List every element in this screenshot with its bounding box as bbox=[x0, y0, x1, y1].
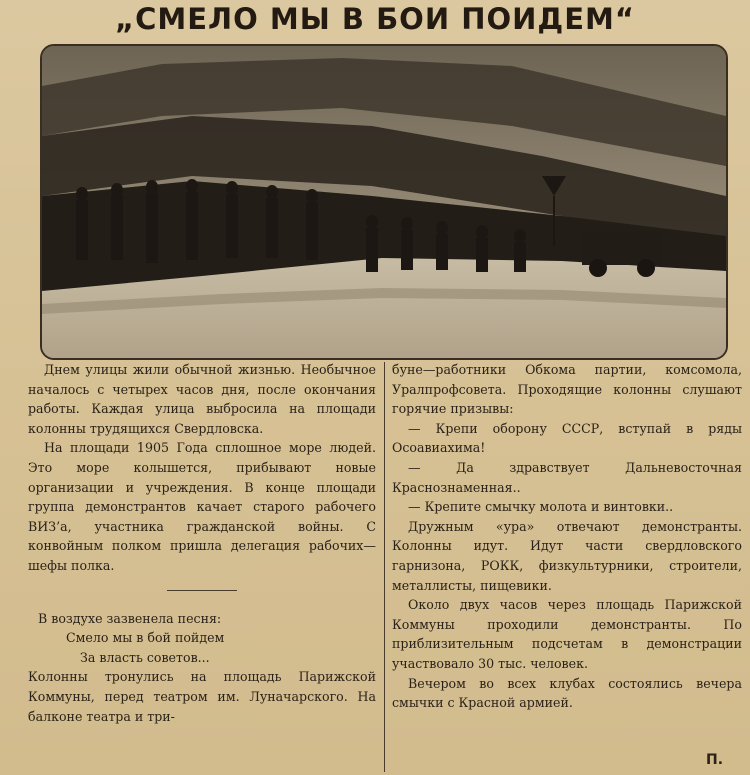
right-paragraph: Около двух часов через площадь Парижской Коммуны проходили демонстранты. По приблизительным подсчетам в демонстрации участвовало 30 тыс. человек. bbox=[392, 597, 742, 671]
right-paragraph: — Да здравствует Дальневосточная Краснознаменная.. bbox=[392, 459, 742, 495]
column-rule bbox=[384, 362, 385, 772]
section-divider bbox=[167, 590, 237, 591]
right-paragraph: — Крепите смычку молота и винтовки.. bbox=[408, 499, 674, 515]
left-paragraph: На площади 1905 Года сплошное море людей. Это море колышется, прибывают новые организации и учреждения. В конце площади группа демонстрантов качает старого рабочего ВИЗ’а, участника гражданской войны. С конвойным полком пришла делегация рабочих—шефы полка. bbox=[28, 440, 376, 573]
verse-line: За власть советов... bbox=[80, 649, 210, 665]
right-paragraph: буне—работники Обкома партии, комсомола, Уралпрофсовета. Проходящие колонны слушают горячие призывы: bbox=[392, 362, 742, 417]
author-signature: П. bbox=[706, 752, 724, 768]
left-column bbox=[28, 360, 376, 726]
demonstration-photo bbox=[40, 44, 728, 360]
headline: „СМЕЛО МЫ В БОИ ПОИДЕМ“ bbox=[115, 2, 635, 36]
left-paragraph: Днем улицы жили обычной жизнью. Необычное началось с четырех часов дня, после окончания работы. Каждая улица выбросила на площади колонны трудящихся Свердловска. bbox=[28, 362, 376, 436]
right-paragraph: Дружным «ура» отвечают демонстранты. Колонны идут. Идут части свердловского гарнизона, РОКК, физкультурники, строители, металлисты, пищевики. bbox=[392, 518, 742, 593]
verse-line: В воздухе зазвенела песня: bbox=[38, 610, 222, 626]
song-verse bbox=[28, 609, 376, 668]
right-column bbox=[392, 360, 742, 713]
right-paragraph: — Крепи оборону СССР, вступай в ряды Осоавиахима! bbox=[392, 420, 742, 456]
left-paragraph: Колонны тронулись на площадь Парижской Коммуны, перед театром им. Луначарского. На балконе театра и три- bbox=[28, 669, 376, 724]
crowd-photo-illustration bbox=[42, 46, 726, 358]
right-paragraph: Вечером во всех клубах состоялись вечера смычки с Красной армией. bbox=[392, 675, 742, 711]
verse-line: Смело мы в бой пойдем bbox=[66, 630, 225, 646]
